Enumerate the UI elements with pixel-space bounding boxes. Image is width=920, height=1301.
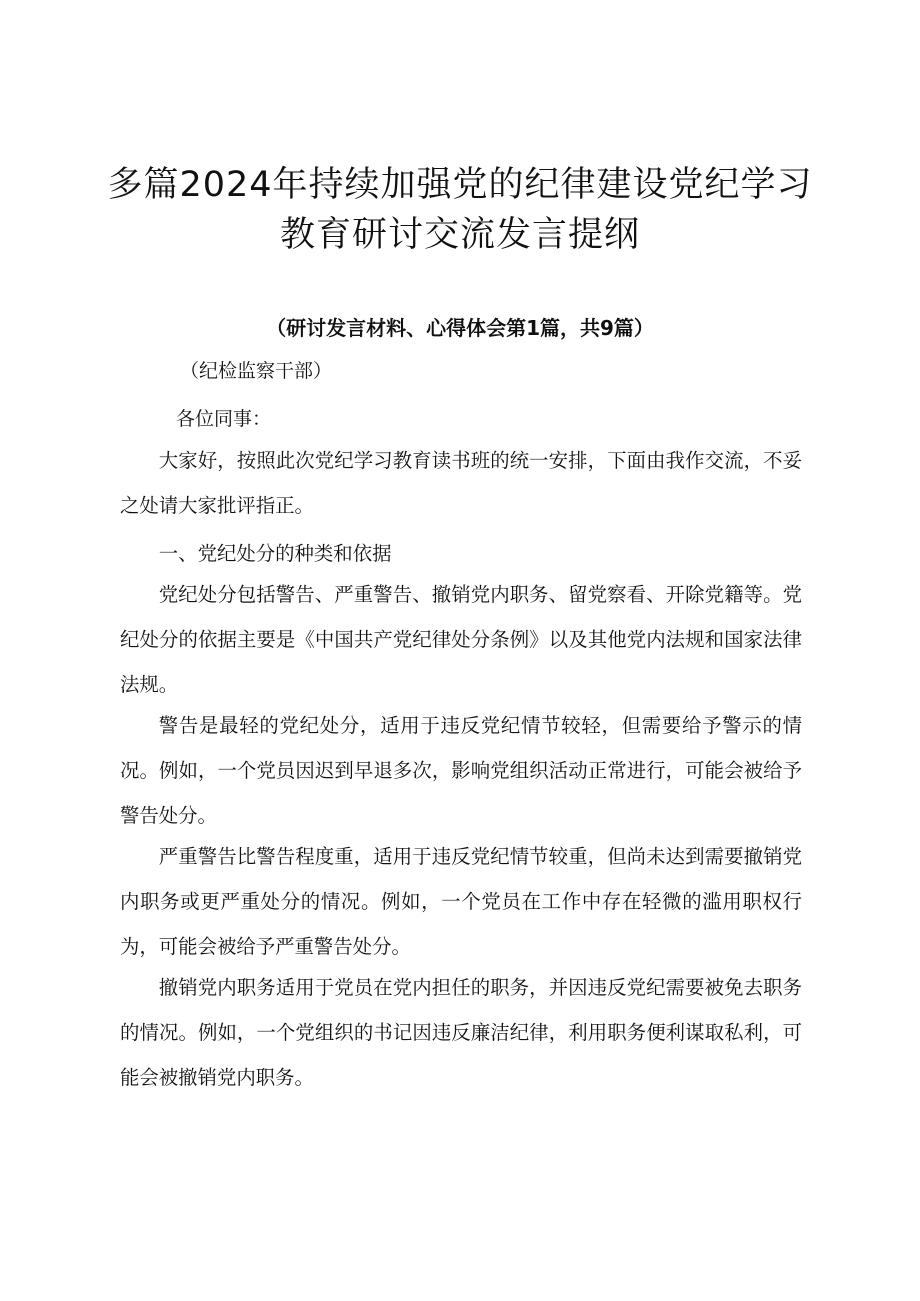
salutation: 各位同事： <box>176 408 272 430</box>
section-heading-1: 一、党纪处分的种类和依据 <box>158 542 392 565</box>
paragraph-removal: 撤销党内职务适用于党员在党内担任的职务，并因违反党纪需要被免去职务的情况。例如，一个党组织的书记因违反廉洁纪律，利用职务便利谋取私利，可能会被撤销党内职务。 <box>120 976 802 1089</box>
document-title-line-2: 教育研讨交流发言提纲 <box>279 215 640 255</box>
speaker-role: （纪检监察干部） <box>180 360 333 382</box>
paragraph-serious-warning: 严重警告比警告程度重，适用于违反党纪情节较重，但尚未达到需要撤销党内职务或更严重处分的情况。例如，一个党员在工作中存在轻微的滥用职权行为，可能会被给予严重警告处分。 <box>120 845 802 958</box>
document-subtitle: （研讨发言材料、心得体会第1篇，共9篇） <box>266 316 654 340</box>
paragraph-intro: 大家好，按照此次党纪学习教育读书班的统一安排，下面由我作交流，不妥之处请大家批评指正。 <box>120 449 802 517</box>
document-title-line-1: 多篇2024年持续加强党的纪律建设党纪学习 <box>107 165 813 205</box>
paragraph-warning: 警告是最轻的党纪处分，适用于违反党纪情节较轻，但需要给予警示的情况。例如，一个党员因迟到早退多次，影响党组织活动正常进行，可能会被给予警告处分。 <box>120 714 802 827</box>
paragraph-types: 党纪处分包括警告、严重警告、撤销党内职务、留党察看、开除党籍等。党纪处分的依据主要是《中国共产党纪律处分条例》以及其他党内法规和国家法律法规。 <box>120 583 802 696</box>
